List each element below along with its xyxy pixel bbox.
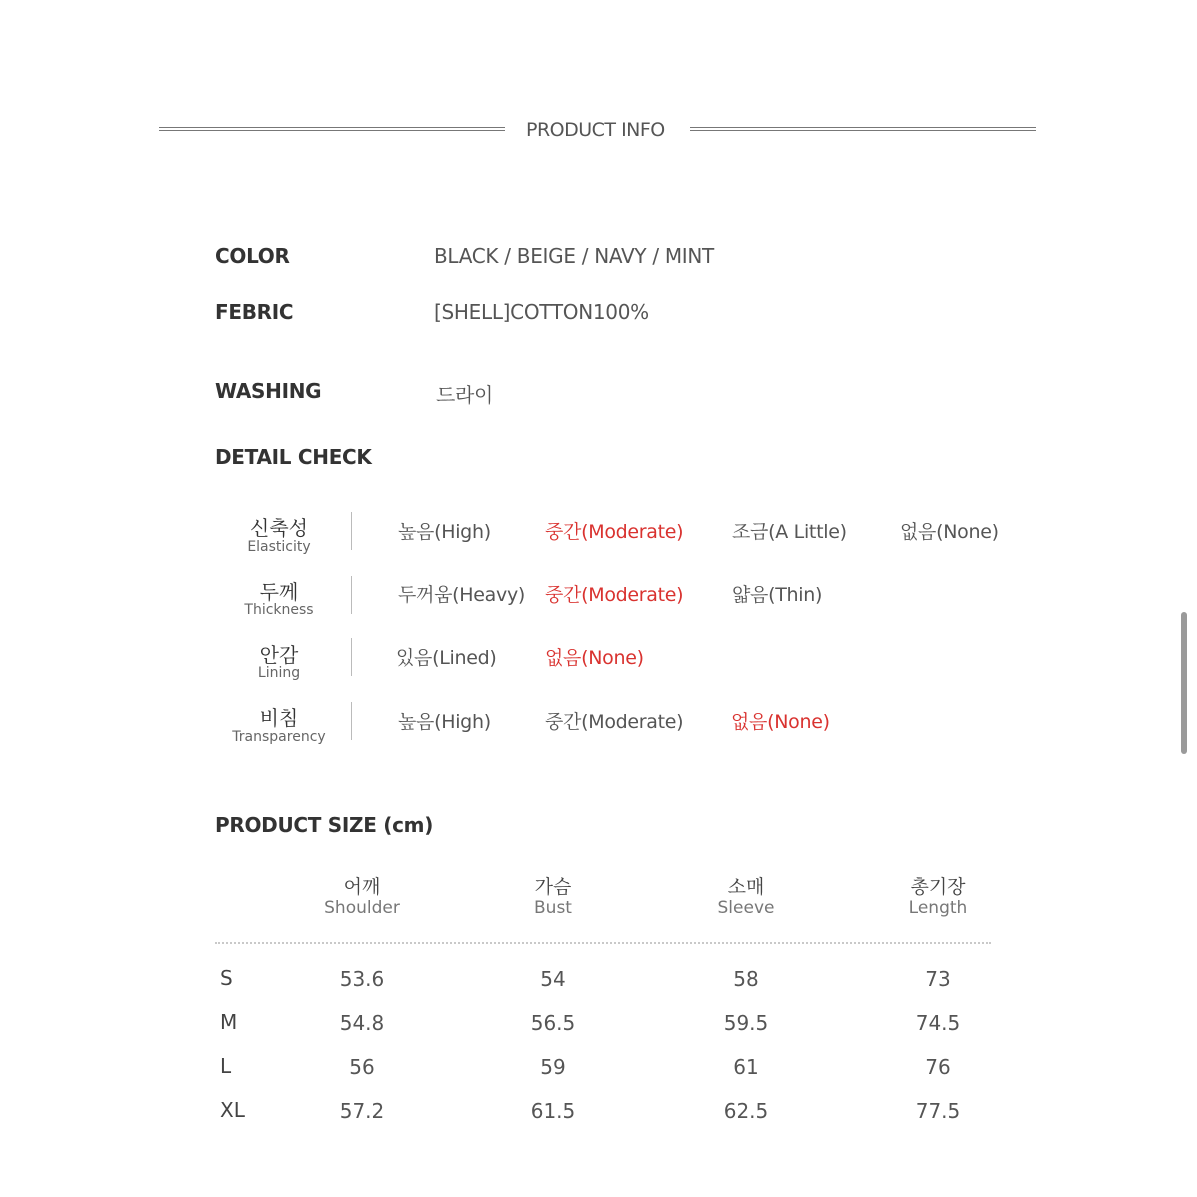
lining-option-lined: 있음(Lined) (396, 647, 497, 669)
lining-option-none: 없음(None) (545, 647, 644, 669)
lining-label-ko: 안감 (259, 643, 299, 667)
column-header-shoulder-en: Shoulder (324, 898, 400, 918)
thickness-option-moderate: 중간(Moderate) (545, 584, 684, 606)
table-cell: 74.5 (915, 1011, 961, 1035)
thickness-option-heavy: 두꺼움(Heavy) (398, 584, 525, 606)
header-rule-left (159, 127, 505, 131)
color-label: COLOR (215, 244, 290, 268)
table-cell: 53.6 (339, 967, 385, 991)
header-rule-right (690, 127, 1036, 131)
table-cell: 77.5 (915, 1099, 961, 1123)
column-header-bust-ko: 가슴 (534, 876, 572, 898)
transparency-label-ko: 비침 (259, 706, 299, 730)
table-cell: 54 (540, 967, 566, 991)
table-cell: 58 (733, 967, 759, 991)
table-cell: 57.2 (339, 1099, 385, 1123)
fabric-label: FEBRIC (215, 300, 294, 324)
color-value: BLACK / BEIGE / NAVY / MINT (434, 244, 714, 268)
washing-label: WASHING (215, 379, 322, 403)
washing-value: 드라이 (436, 383, 494, 407)
transparency-option-moderate: 중간(Moderate) (545, 711, 684, 733)
thickness-option-thin: 얇음(Thin) (732, 584, 823, 606)
size-label-l: L (220, 1054, 232, 1078)
column-header-sleeve-en: Sleeve (717, 898, 775, 918)
lining-label-en: Lining (257, 665, 301, 681)
elasticity-option-none: 없음(None) (900, 521, 999, 543)
section-title: PRODUCT INFO (526, 119, 665, 141)
size-table-title: PRODUCT SIZE (cm) (215, 813, 434, 837)
table-cell: 76 (925, 1055, 951, 1079)
elasticity-option-high: 높음(High) (398, 521, 491, 543)
table-cell: 61 (733, 1055, 759, 1079)
table-dotted-divider (215, 942, 991, 944)
size-label-m: M (220, 1010, 238, 1034)
elasticity-option-moderate: 중간(Moderate) (545, 521, 684, 543)
table-cell: 56 (349, 1055, 375, 1079)
fabric-value: [SHELL]COTTON100% (434, 300, 649, 324)
table-cell: 54.8 (339, 1011, 385, 1035)
transparency-option-none: 없음(None) (731, 711, 830, 733)
table-cell: 61.5 (530, 1099, 576, 1123)
row-divider (351, 702, 352, 740)
table-cell: 56.5 (530, 1011, 576, 1035)
elasticity-label-en: Elasticity (247, 539, 311, 555)
column-header-length-ko: 총기장 (910, 876, 966, 898)
column-header-length-en: Length (908, 898, 968, 918)
column-header-shoulder-ko: 어깨 (343, 876, 381, 898)
thickness-label-en: Thickness (244, 602, 314, 618)
elasticity-label-ko: 신축성 (250, 516, 308, 540)
column-header-bust-en: Bust (534, 898, 572, 918)
transparency-option-high: 높음(High) (398, 711, 491, 733)
transparency-label-en: Transparency (232, 729, 326, 745)
row-divider (351, 512, 352, 550)
row-divider (351, 638, 352, 676)
table-cell: 62.5 (723, 1099, 769, 1123)
table-cell: 59.5 (723, 1011, 769, 1035)
thickness-label-ko: 두께 (259, 580, 299, 604)
vertical-scrollbar[interactable] (1181, 612, 1187, 754)
elasticity-option-a-little: 조금(A Little) (732, 521, 847, 543)
table-cell: 73 (925, 967, 951, 991)
detail-check-title: DETAIL CHECK (215, 445, 372, 469)
column-header-sleeve-ko: 소매 (727, 876, 765, 898)
row-divider (351, 576, 352, 614)
size-label-xl: XL (220, 1098, 245, 1122)
table-cell: 59 (540, 1055, 566, 1079)
size-label-s: S (220, 966, 233, 990)
